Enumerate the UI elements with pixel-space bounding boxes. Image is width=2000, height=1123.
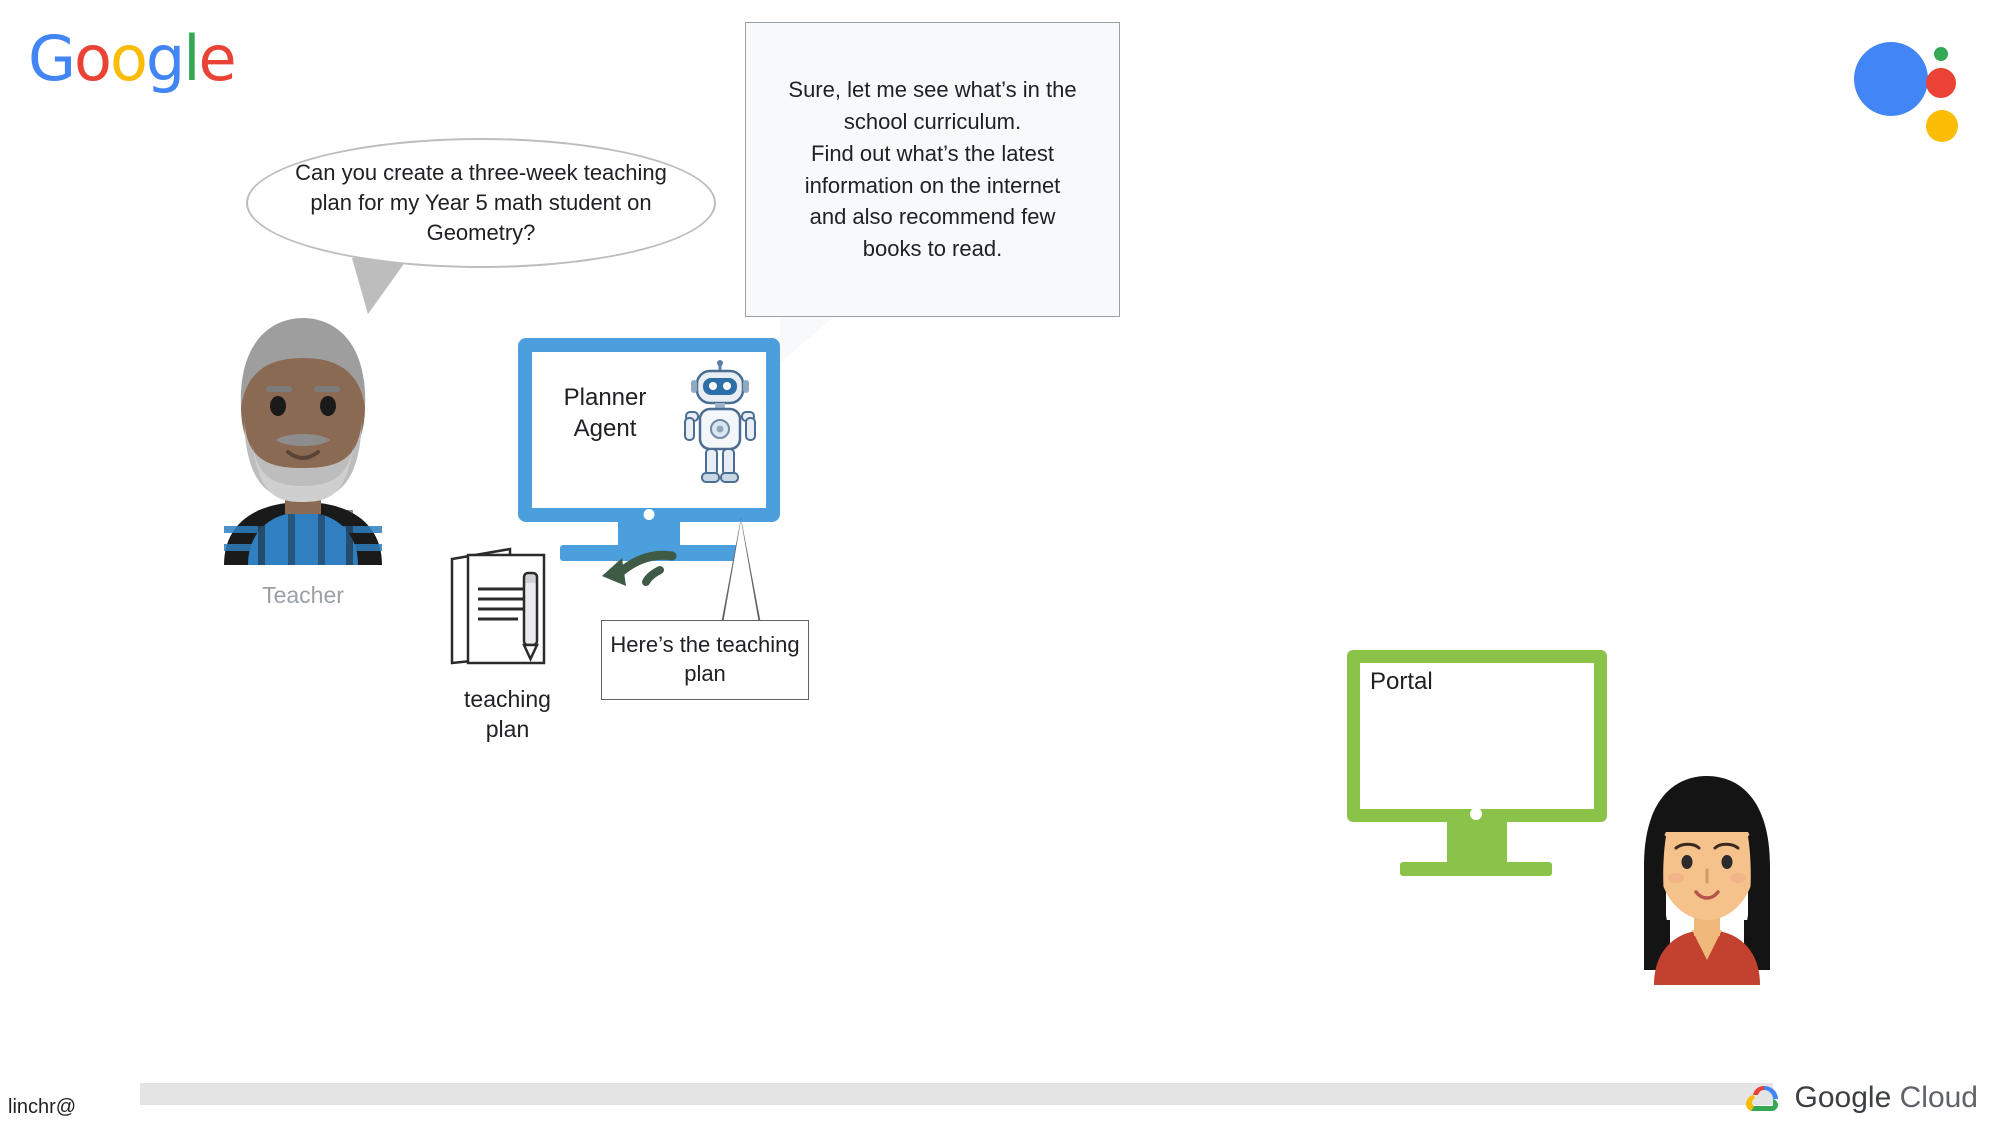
google-cloud-word-cloud: Cloud	[1899, 1081, 1978, 1114]
planner-agent-label	[540, 382, 670, 444]
agent-speech-line-1: Sure, let me see what’s in the	[788, 76, 1077, 102]
robot-svg	[680, 360, 760, 488]
google-logo-letter-o2: o	[109, 22, 146, 95]
google-cloud-mark-icon	[1745, 1083, 1783, 1113]
google-logo-letter-o1: o	[74, 22, 110, 95]
google-cloud-wordmark	[1795, 1081, 1978, 1115]
assistant-green-dot-icon	[1934, 47, 1948, 61]
teaching-plan-label	[425, 685, 590, 745]
assistant-blue-dot-icon	[1854, 42, 1928, 116]
teacher-speech-bubble	[246, 138, 716, 268]
portal-monitor-stand	[1447, 822, 1507, 866]
student-avatar	[1632, 770, 1782, 985]
delivery-bubble-tail	[723, 520, 759, 624]
teacher-avatar-svg	[218, 300, 388, 565]
plan-delivery-arrow-icon	[560, 548, 680, 598]
agent-bubble-tail	[780, 315, 836, 363]
footer-username: linchr@	[8, 1096, 77, 1118]
teaching-plan-document-icon	[448, 545, 563, 667]
delivery-speech-bubble	[601, 620, 809, 700]
google-logo	[28, 22, 235, 95]
portal-monitor-base	[1400, 862, 1552, 876]
teaching-plan-label-line-1: teaching	[464, 686, 551, 712]
teacher-avatar	[218, 300, 388, 565]
teaching-plan-document-svg	[448, 545, 563, 667]
student-avatar-svg	[1632, 770, 1782, 985]
google-logo-letter-G: G	[28, 22, 75, 95]
google-logo-letter-e: e	[198, 22, 235, 95]
agent-speech-line-4: information on the internet	[804, 172, 1061, 198]
planner-monitor-indicator-icon	[644, 509, 655, 520]
agent-speech-line-2: school curriculum.	[843, 108, 1022, 134]
google-cloud-logo	[1745, 1078, 1978, 1118]
teacher-speech-text: Can you create a three-week teaching plan for my Year 5 math student on Geometry?	[295, 160, 667, 245]
google-logo-letter-g: g	[145, 22, 184, 95]
assistant-red-dot-icon	[1926, 68, 1956, 98]
agent-speech-line-5: and also recommend few	[809, 204, 1056, 230]
teaching-plan-label-line-2: plan	[485, 715, 530, 742]
footer-progress-bar	[140, 1083, 1773, 1105]
agent-speech-text	[762, 74, 1102, 265]
assistant-dots-mark	[1854, 32, 1974, 142]
teacher-label: Teacher	[262, 582, 344, 608]
google-cloud-word-google: Google	[1794, 1081, 1892, 1114]
robot-icon	[680, 360, 760, 488]
planner-agent-label-line-1: Planner	[563, 384, 647, 411]
google-cloud-mark-svg	[1745, 1083, 1783, 1113]
portal-label: Portal	[1370, 668, 1433, 695]
portal-monitor-indicator-icon	[1470, 808, 1482, 820]
assistant-yellow-dot-icon	[1926, 110, 1958, 142]
plan-delivery-arrow-svg	[560, 548, 680, 598]
planner-agent-label-line-2: Agent	[573, 415, 637, 443]
agent-speech-bubble	[745, 22, 1120, 317]
delivery-speech-text: Here’s the teaching plan	[610, 632, 800, 686]
google-logo-letter-l: l	[183, 22, 199, 95]
agent-speech-line-3: Find out what’s the latest	[811, 140, 1054, 166]
agent-speech-line-6: books to read.	[862, 236, 1003, 262]
